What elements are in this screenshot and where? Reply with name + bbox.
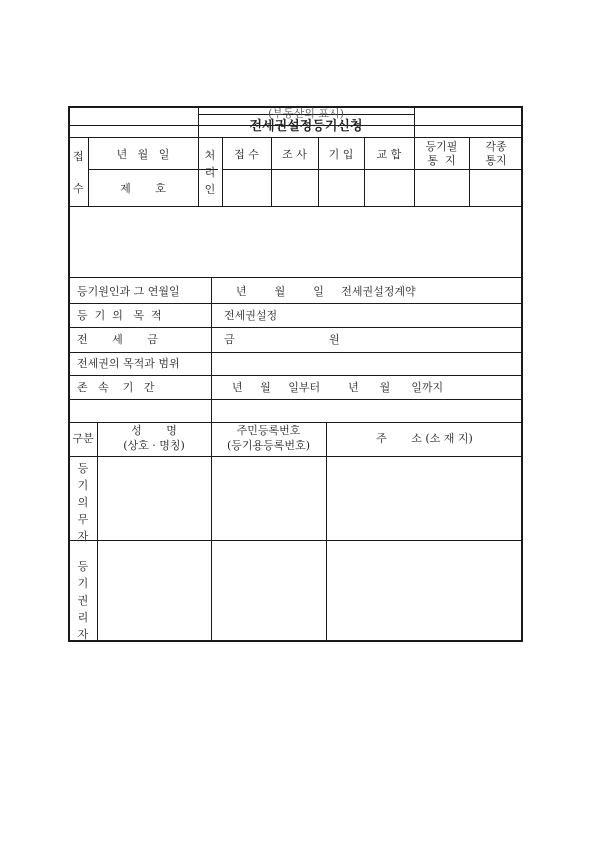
form-border-left bbox=[68, 106, 70, 642]
period-value: 년 월 일부터 년 월 일까지 bbox=[232, 381, 444, 394]
purpose-value: 전세권설정 bbox=[224, 309, 278, 322]
line-title-right bbox=[414, 106, 415, 137]
step-collation: 교 합 bbox=[376, 148, 402, 161]
deposit-label: 전 세 금 bbox=[77, 333, 158, 346]
obligee-label: 등기권리자 bbox=[77, 560, 89, 641]
notice1-line2: 통 지 bbox=[427, 154, 456, 167]
property-subtitle: (부동산의 표시) bbox=[268, 107, 344, 120]
id-header-line1: 주민등록번호 bbox=[236, 424, 301, 437]
line-reception-col2 bbox=[198, 137, 199, 206]
notice1-line1: 등기필 bbox=[425, 140, 458, 153]
line-row5-top bbox=[68, 375, 523, 376]
address-header: 주 소 (소 재 지) bbox=[376, 432, 473, 445]
category-header: 구분 bbox=[72, 432, 94, 445]
obligor-label: 등기의무자 bbox=[77, 462, 89, 543]
line-row4-top bbox=[68, 352, 523, 353]
line-parties-col3 bbox=[326, 422, 327, 642]
deposit-value: 금 원 bbox=[224, 333, 340, 346]
reception-label-bottom: 수 bbox=[73, 182, 84, 195]
line-obligor-bottom bbox=[68, 540, 523, 541]
name-header-line1: 성 명 bbox=[131, 424, 177, 437]
reception-date: 년 월 일 bbox=[116, 148, 170, 161]
cause-value: 년 월 일 전세권설정계약 bbox=[236, 285, 416, 298]
registration-form bbox=[68, 106, 523, 642]
cause-label: 등기원인과 그 연월일 bbox=[77, 285, 180, 298]
line-under-reception bbox=[68, 206, 523, 207]
notice2-line2: 통지 bbox=[485, 154, 507, 167]
step-investigation: 조 사 bbox=[282, 148, 307, 161]
line-row1-top bbox=[68, 277, 523, 278]
page-title: 전세권설정등기신청 bbox=[249, 119, 363, 134]
scope-label: 전세권의 목적과 범위 bbox=[77, 357, 180, 370]
form-border-bottom bbox=[68, 640, 523, 642]
step-receipt: 접 수 bbox=[234, 148, 259, 161]
processor-label: 처리인 bbox=[204, 149, 216, 196]
line-row6-top bbox=[68, 399, 523, 400]
reception-label-top: 접 bbox=[73, 150, 84, 163]
name-header-line2: (상호 · 명칭) bbox=[123, 439, 185, 452]
line-parties-col1 bbox=[97, 422, 98, 642]
line-parties-header-bottom bbox=[68, 456, 523, 457]
reception-number: 제 호 bbox=[120, 182, 166, 195]
period-label: 존 속 기 간 bbox=[77, 381, 155, 394]
id-header-line2: (등기용등록번호) bbox=[227, 439, 310, 452]
line-row3-top bbox=[68, 327, 523, 328]
step-entry: 기 입 bbox=[328, 148, 354, 161]
line-parties-col2 bbox=[211, 422, 212, 642]
notice2-line1: 각종 bbox=[485, 140, 507, 153]
form-border-right bbox=[521, 106, 523, 642]
line-under-title bbox=[68, 137, 523, 138]
line-row2-top bbox=[68, 303, 523, 304]
line-parties-top bbox=[68, 422, 523, 423]
line-reception-mid-right bbox=[222, 169, 522, 170]
line-info-divider bbox=[211, 277, 212, 422]
purpose-label: 등 기 의 목 적 bbox=[77, 309, 162, 322]
